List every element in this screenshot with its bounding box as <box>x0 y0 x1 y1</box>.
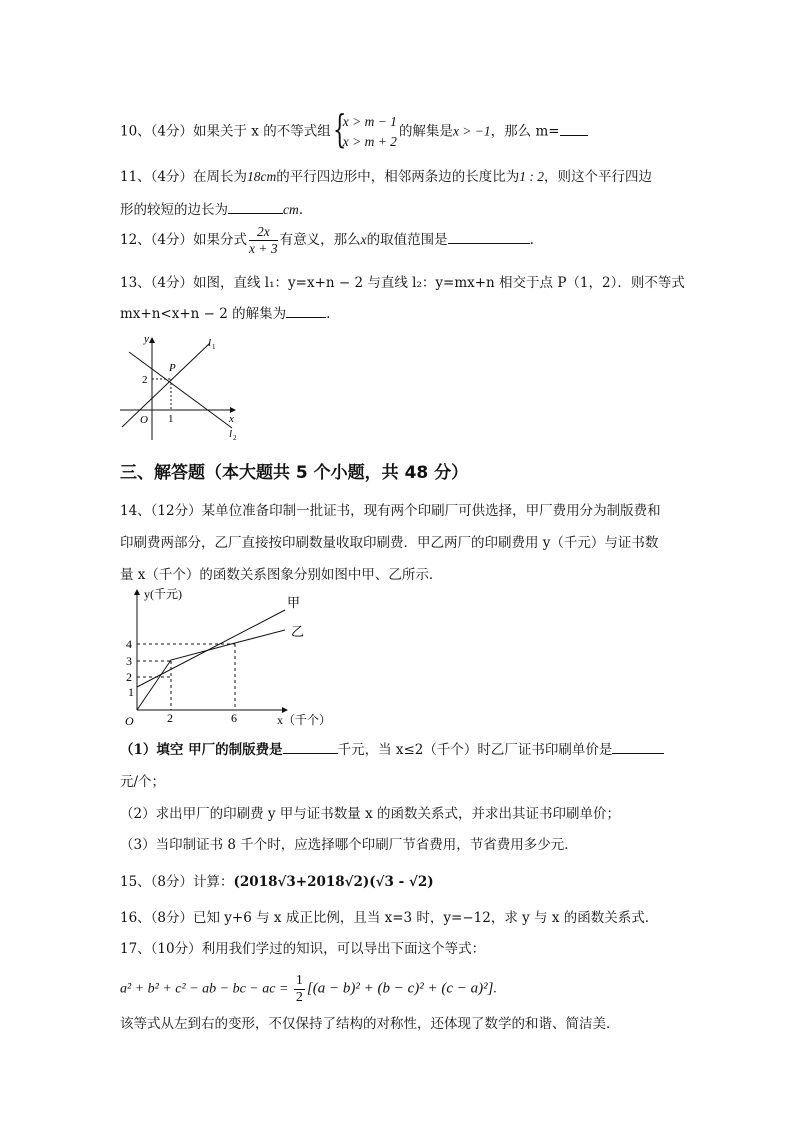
svg-text:2: 2 <box>233 434 237 442</box>
q14-line1: 14、（12分）某单位准备印制一批证书，现有两个印刷厂可供选择，甲厂费用分为制版费和 <box>120 503 661 519</box>
q13-line2: mx+n<x+n − 2 的解集为 . <box>120 306 331 322</box>
q12-fraction: $\frac{2x}{x + 3}$ <box>249 224 278 256</box>
q15: 15、（8分）计算：(2018√3+2018√2)(√3 - √2) <box>120 874 434 890</box>
q12-answer-blank <box>448 231 530 244</box>
q10-system: { x > m − 1 x > m + 2 <box>332 107 397 151</box>
q14-figure <box>115 585 345 730</box>
q17-equation: a² + b² + c² − ab − bc − ac = $\frac{1}{2}$ [(a − b)² + (b − c)² + (c − a)²]. <box>120 973 497 1005</box>
svg-text:1: 1 <box>168 413 174 425</box>
q12: 12、（4分）如果分式 $\frac{2x}{x + 3}$ 有意义，那么x的取值范围是 . <box>120 224 534 256</box>
q13-figure <box>112 330 252 445</box>
yi-label: 乙 <box>291 624 305 639</box>
svg-text:6: 6 <box>231 711 237 725</box>
q14-sub1: （1）填空 甲厂的制版费是 千元，当 x≤2（千个）时乙厂证书印刷单价是 <box>120 738 664 758</box>
svg-text:2: 2 <box>126 670 132 684</box>
q10: 10、（4分）如果关于 x 的不等式组 { x > m − 1 x > m + 2 的解集是x > −1，那么 m= <box>120 112 588 152</box>
q14-sub1-cont: 元/个； <box>120 774 166 790</box>
q14-line2: 印刷费两部分，乙厂直接按印刷数量收取印刷费．甲乙两厂的印刷费用 y（千元）与证书数 <box>120 535 659 551</box>
q16: 16、（8分）已知 y+6 与 x 成正比例，且当 x=3 时，y=−12，求 y 与 x 的函数关系式． <box>120 910 659 926</box>
q14-sub3: （3）当印制证书 8 千个时，应选择哪个印刷厂节省费用，节省费用多少元． <box>120 837 578 853</box>
svg-text:O: O <box>140 414 148 426</box>
svg-text:O: O <box>125 714 134 728</box>
q17-line3: 该等式从左到右的变形，不仅保持了结构的对称性，还体现了数学的和谐、简洁美． <box>120 1016 620 1032</box>
q11-answer-blank <box>228 201 283 214</box>
q11-line1: 11、（4分）在周长为18cm的平行四边形中，相邻两条边的长度比为1 : 2，则这个平行四边 <box>120 169 653 185</box>
jia-label: 甲 <box>287 595 301 610</box>
q10-prefix: 10、（4分）如果关于 x 的不等式组 <box>120 123 331 140</box>
svg-text:l: l <box>229 428 233 440</box>
line-l1 <box>122 343 210 427</box>
q14-blank1 <box>283 741 338 754</box>
x-axis-label: x（千个） <box>277 713 332 727</box>
x-label: x <box>229 413 234 425</box>
svg-text:2: 2 <box>142 374 148 386</box>
q14-line3: 量 x（千个）的函数关系图象分别如图中甲、乙所示． <box>120 567 443 583</box>
line-yi <box>137 630 285 710</box>
svg-text:4: 4 <box>126 637 132 651</box>
svg-text:1: 1 <box>128 685 134 699</box>
point-p-label: P <box>169 362 176 374</box>
y-label: y <box>144 333 149 345</box>
q13-line1: 13、（4分）如图，直线 l₁：y=x+n − 2 与直线 l₂：y=mx+n 相交于点 P（1，2）．则不等式 <box>120 275 685 291</box>
svg-text:1: 1 <box>212 343 216 351</box>
q17-line1: 17、（10分）利用我们学过的知识，可以导出下面这个等式： <box>120 941 486 957</box>
svg-text:2: 2 <box>167 711 173 725</box>
line-jia <box>137 610 285 687</box>
section-title: 三、解答题（本大题共 5 个小题，共 48 分） <box>120 463 469 483</box>
svg-text:3: 3 <box>126 654 132 668</box>
q14-blank2 <box>612 741 664 754</box>
q13-answer-blank <box>286 305 326 318</box>
svg-text:l: l <box>208 337 212 349</box>
y-axis-label: y(千元) <box>144 587 182 601</box>
q14-sub2: （2）求出甲厂的印刷费 y 甲与证书数量 x 的函数关系式，并求出其证书印刷单价； <box>120 806 620 822</box>
q10-answer-blank <box>560 123 588 136</box>
q11-line2: 形的较短的边长为 cm. <box>120 202 304 218</box>
